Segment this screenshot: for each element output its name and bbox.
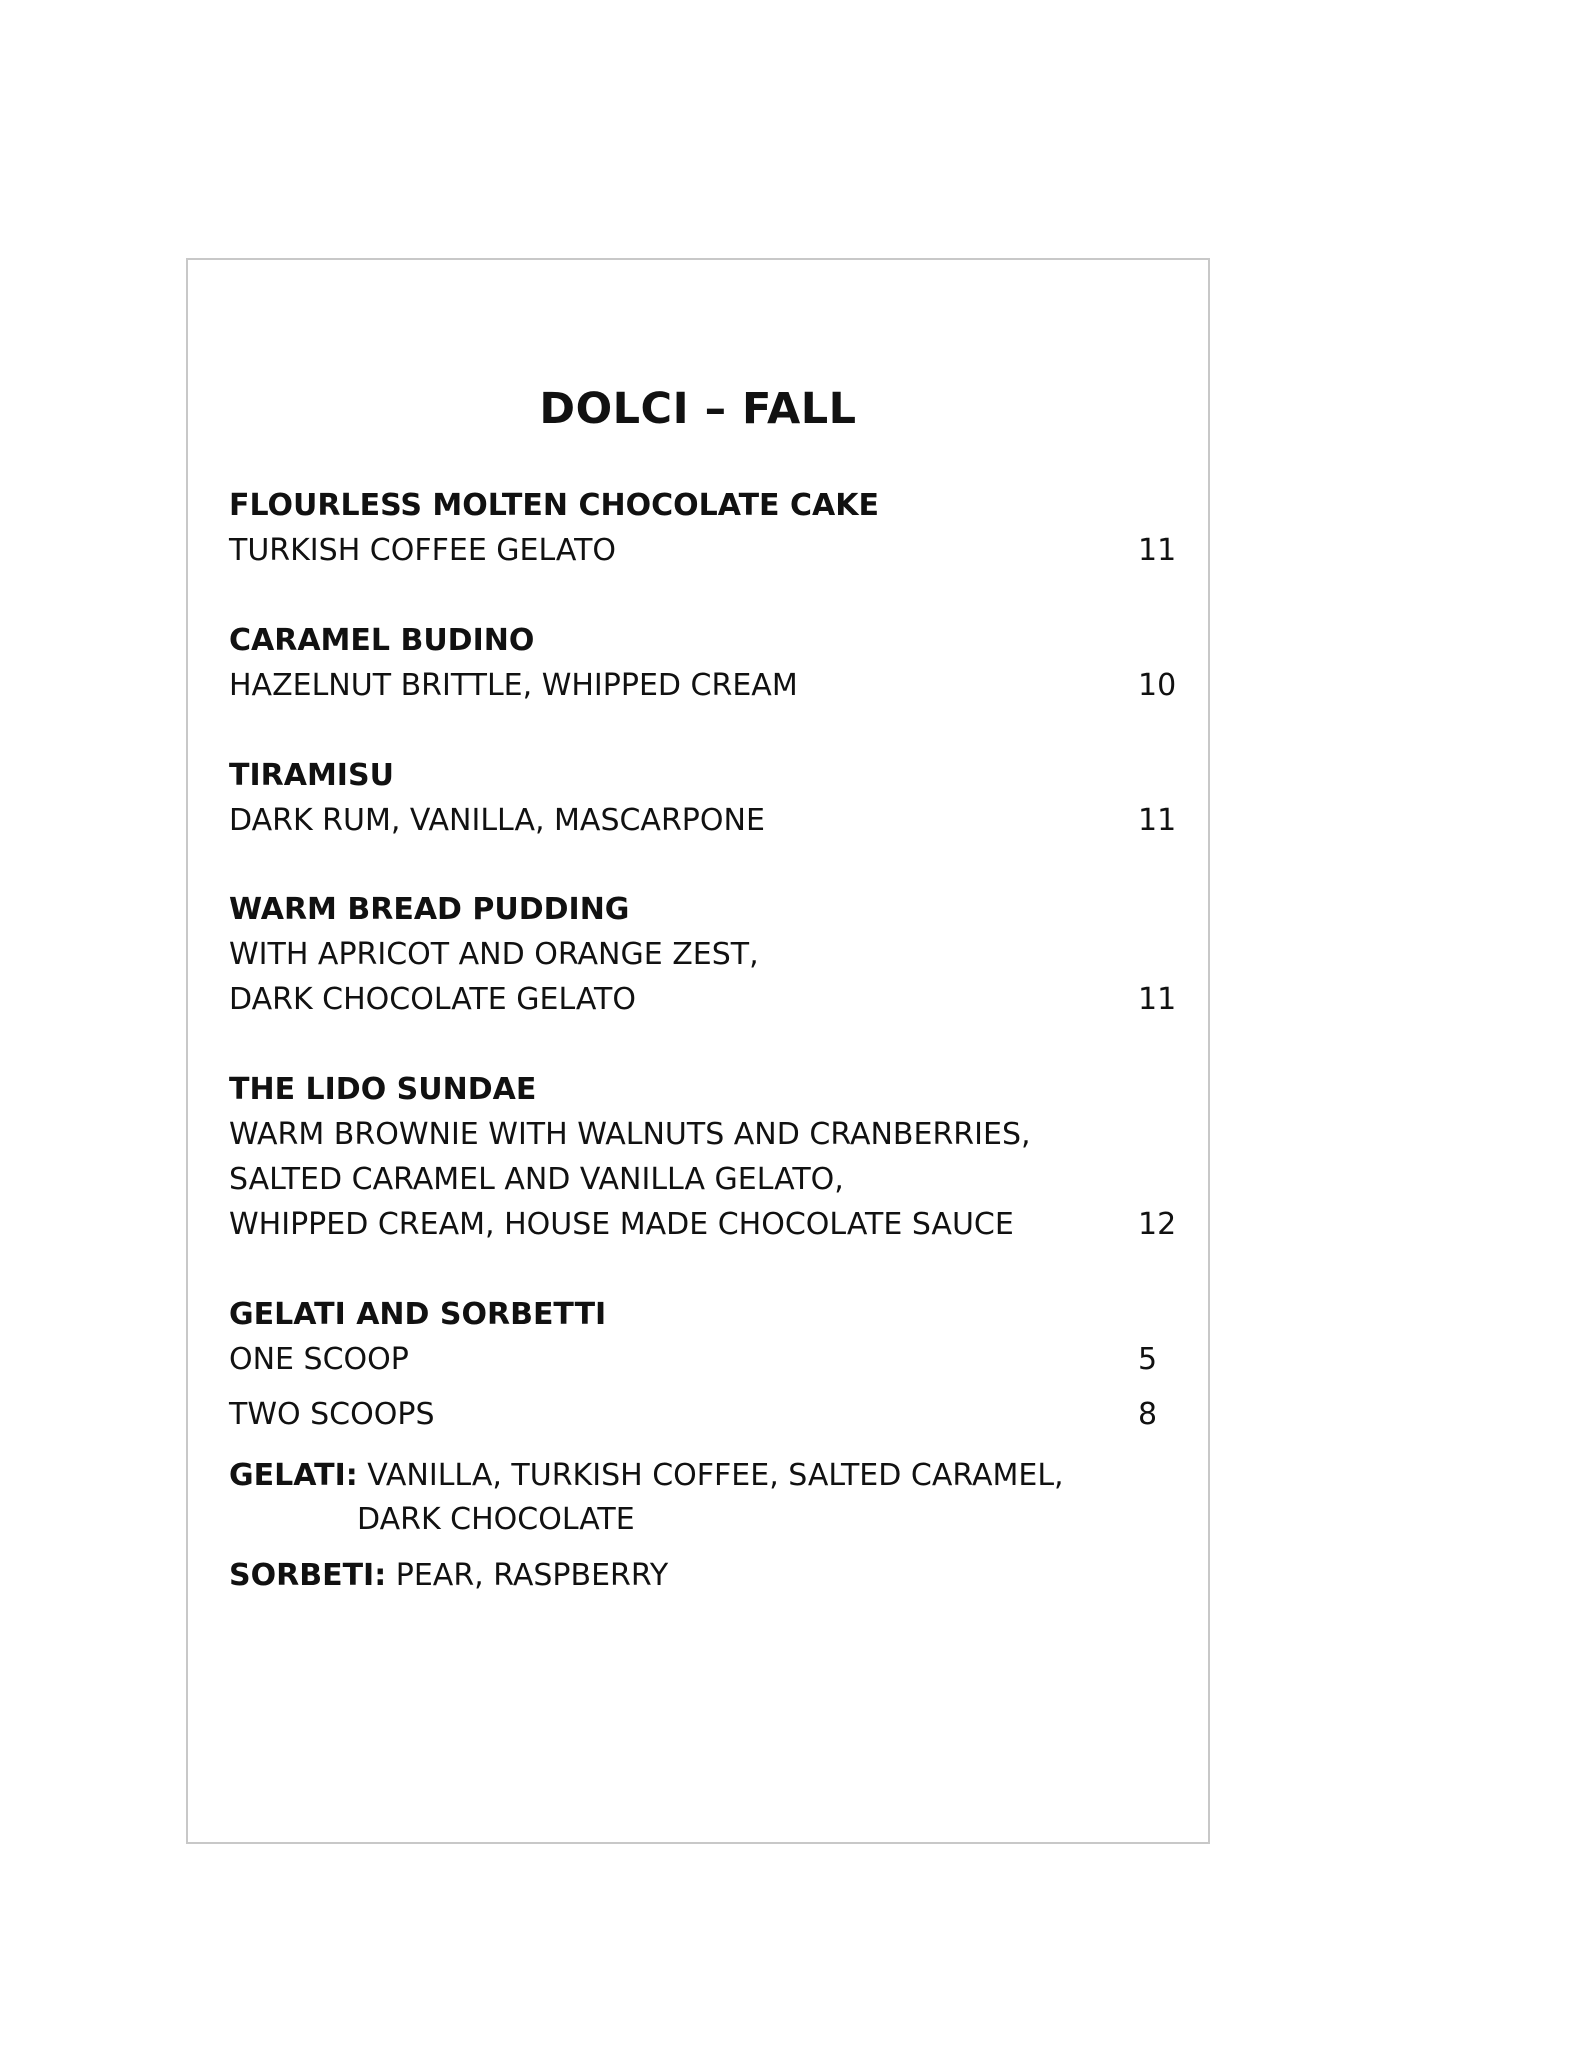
menu-title: DOLCI – FALL <box>539 384 857 434</box>
item-description: WARM BROWNIE WITH WALNUTS AND CRANBERRIES, <box>229 1117 1031 1152</box>
item-name: TIRAMISU <box>229 758 394 793</box>
sorbeti-flavors <box>229 1556 668 1596</box>
item-name: CARAMEL BUDINO <box>229 623 535 658</box>
scoop-price: 8 <box>1138 1397 1158 1432</box>
item-name: WARM BREAD PUDDING <box>229 892 630 927</box>
gelati-label: GELATI: <box>229 1458 358 1493</box>
item-price: 10 <box>1138 668 1177 703</box>
item-name: FLOURLESS MOLTEN CHOCOLATE CAKE <box>229 488 879 523</box>
item-description: TURKISH COFFEE GELATO <box>229 533 617 568</box>
item-description: HAZELNUT BRITTLE, WHIPPED CREAM <box>229 668 798 703</box>
item-description: WHIPPED CREAM, HOUSE MADE CHOCOLATE SAUCE <box>229 1207 1014 1242</box>
scoop-option: TWO SCOOPS <box>229 1397 435 1432</box>
item-description: DARK CHOCOLATE GELATO <box>229 982 636 1017</box>
item-description: WITH APRICOT AND ORANGE ZEST, <box>229 937 759 972</box>
gelati-heading: GELATI AND SORBETTI <box>229 1297 607 1332</box>
item-description: SALTED CARAMEL AND VANILLA GELATO, <box>229 1162 844 1197</box>
gelati-flavors-line1: VANILLA, TURKISH COFFEE, SALTED CARAMEL, <box>367 1458 1064 1493</box>
gelati-flavors-line2: DARK CHOCOLATE <box>357 1502 635 1537</box>
item-description: DARK RUM, VANILLA, MASCARPONE <box>229 803 765 838</box>
scoop-price: 5 <box>1138 1342 1158 1377</box>
scoop-option: ONE SCOOP <box>229 1342 409 1377</box>
sorbeti-flavors-text: PEAR, RASPBERRY <box>395 1558 669 1593</box>
item-price: 11 <box>1138 803 1177 838</box>
item-name: THE LIDO SUNDAE <box>229 1072 537 1107</box>
item-price: 11 <box>1138 982 1177 1017</box>
sorbeti-label: SORBETI: <box>229 1558 387 1593</box>
gelati-flavors <box>229 1456 1064 1496</box>
item-price: 11 <box>1138 533 1177 568</box>
menu-frame <box>186 258 1210 1844</box>
item-price: 12 <box>1138 1207 1177 1242</box>
